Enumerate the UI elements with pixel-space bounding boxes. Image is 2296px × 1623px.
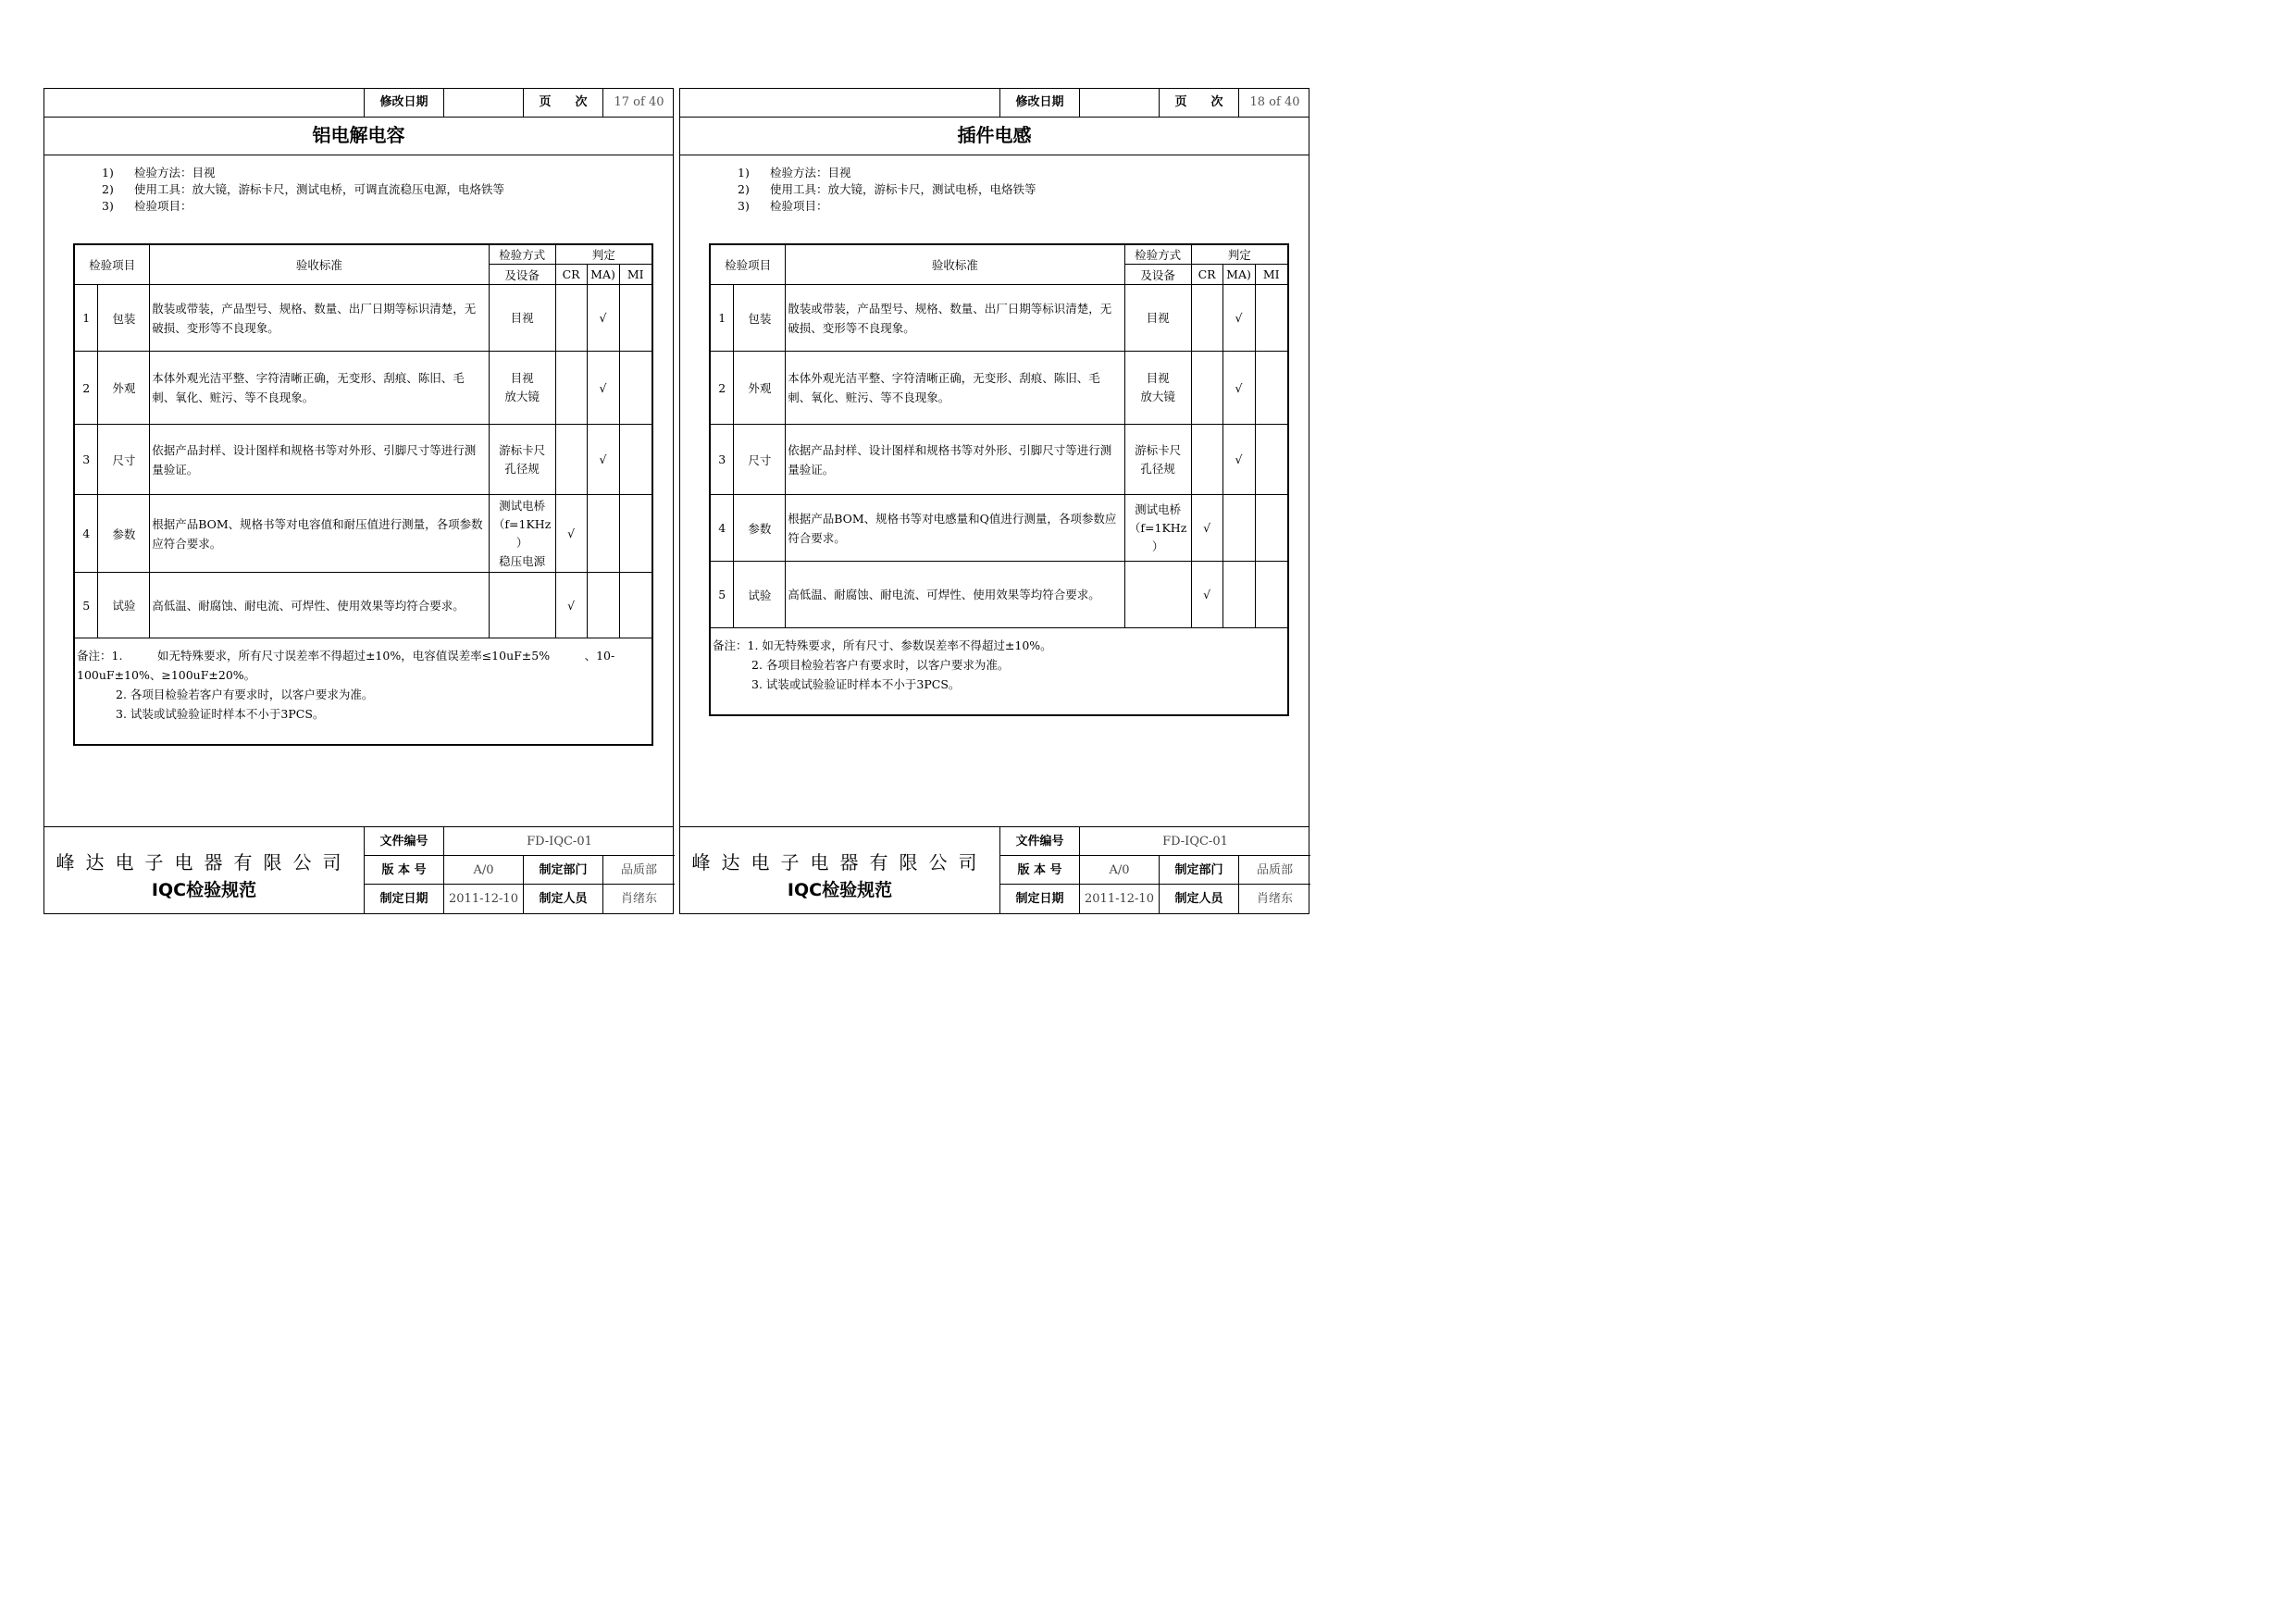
table-row [710, 562, 1288, 628]
row-method: 游标卡尺 孔径规 [489, 425, 555, 495]
row-cr [555, 425, 587, 495]
row-item: 参数 [734, 495, 786, 562]
row-no: 4 [74, 495, 98, 573]
row-no: 5 [710, 562, 734, 628]
intro-item: 2) 使用工具：放大镜，游标卡尺，测试电桥，可调直流稳压电源，电烙铁等 [102, 182, 505, 196]
version-label: 版 本 号 [999, 856, 1079, 885]
col-item: 检验项目 [74, 244, 150, 285]
row-no: 2 [74, 352, 98, 425]
col-cr: CR [555, 265, 587, 285]
row-item: 外观 [734, 352, 786, 425]
col-method-sub: 及设备 [1124, 265, 1191, 285]
page-number: 18 of 40 [1238, 89, 1310, 117]
company-name: 峰达电子电器有限公司 [56, 851, 353, 873]
page-header [680, 89, 1309, 118]
company-name: 峰达电子电器有限公司 [691, 851, 988, 873]
row-no: 1 [710, 285, 734, 352]
row-cr: √ [555, 573, 587, 638]
row-item: 试验 [98, 573, 150, 638]
author-value: 肖绪东 [1238, 885, 1310, 913]
col-method: 检验方式 [1124, 244, 1191, 265]
row-cr: √ [1191, 562, 1222, 628]
row-ma: √ [587, 352, 619, 425]
table-row [710, 425, 1288, 495]
row-cr: √ [1191, 495, 1222, 562]
row-item: 尺寸 [98, 425, 150, 495]
row-cr: √ [555, 495, 587, 573]
row-method: 游标卡尺 孔径规 [1124, 425, 1191, 495]
row-standard: 依据产品封样、设计图样和规格书等对外形、引脚尺寸等进行测量验证。 [786, 425, 1124, 495]
table-row [74, 285, 652, 352]
row-mi [619, 573, 652, 638]
row-cr [1191, 285, 1222, 352]
row-method: 测试电桥 （f=1KHz ） [1124, 495, 1191, 562]
company-block [44, 827, 364, 915]
col-mi: MI [619, 265, 652, 285]
date-label: 制定日期 [364, 885, 443, 913]
row-no: 4 [710, 495, 734, 562]
row-no: 2 [710, 352, 734, 425]
intro-item: 1) 检验方法：目视 [738, 166, 851, 180]
page-number: 17 of 40 [602, 89, 675, 117]
row-standard: 高低温、耐腐蚀、耐电流、可焊性、使用效果等均符合要求。 [150, 573, 489, 638]
row-mi [1255, 285, 1288, 352]
company-block [680, 827, 999, 915]
dept-label: 制定部门 [1159, 856, 1238, 885]
spec-name: IQC检验规范 [151, 880, 257, 900]
spec-name: IQC检验规范 [787, 880, 893, 900]
row-cr [1191, 425, 1222, 495]
row-method [489, 573, 555, 638]
row-standard: 根据产品BOM、规格书等对电容值和耐压值进行测量，各项参数应符合要求。 [150, 495, 489, 573]
doc-no-label: 文件编号 [999, 827, 1079, 856]
col-standard: 验收标准 [150, 244, 489, 285]
row-ma [587, 495, 619, 573]
row-standard: 散装或带装，产品型号、规格、数量、出厂日期等标识清楚，无破损、变形等不良现象。 [786, 285, 1124, 352]
page-footer [44, 826, 673, 915]
intro-list [102, 165, 504, 215]
row-no: 5 [74, 573, 98, 638]
notes-row [74, 638, 652, 745]
spec-page-right [679, 88, 1309, 914]
row-cr [555, 285, 587, 352]
row-method: 目视 放大镜 [1124, 352, 1191, 425]
row-method: 目视 [1124, 285, 1191, 352]
intro-list [738, 165, 1036, 215]
row-method [1124, 562, 1191, 628]
row-standard: 本体外观光洁平整、字符清晰正确，无变形、刮痕、陈旧、毛刺、氧化、赃污、等不良现象。 [150, 352, 489, 425]
row-ma: √ [587, 425, 619, 495]
table-header-row [74, 244, 652, 265]
col-ma: MA) [1222, 265, 1255, 285]
page-footer [680, 826, 1309, 915]
row-mi [1255, 425, 1288, 495]
table-header-row [710, 244, 1288, 265]
rev-date-label: 修改日期 [364, 89, 443, 117]
page-title: 铝电解电容 [44, 117, 673, 155]
table-row [74, 352, 652, 425]
row-item: 包装 [98, 285, 150, 352]
table-row [74, 495, 652, 573]
col-judge: 判定 [1191, 244, 1288, 265]
row-item: 外观 [98, 352, 150, 425]
col-method: 检验方式 [489, 244, 555, 265]
notes-row [710, 628, 1288, 715]
dept-value: 品质部 [602, 856, 675, 885]
version-value: A/0 [443, 856, 523, 885]
page-label: 页 次 [1159, 89, 1238, 117]
row-no: 1 [74, 285, 98, 352]
dept-label: 制定部门 [523, 856, 602, 885]
intro-item: 2) 使用工具：放大镜，游标卡尺，测试电桥，电烙铁等 [738, 182, 1036, 196]
row-ma: √ [587, 285, 619, 352]
version-value: A/0 [1079, 856, 1159, 885]
row-no: 3 [710, 425, 734, 495]
page-label: 页 次 [523, 89, 602, 117]
row-mi [619, 285, 652, 352]
rev-date-label: 修改日期 [999, 89, 1079, 117]
dept-value: 品质部 [1238, 856, 1310, 885]
row-mi [1255, 352, 1288, 425]
row-standard: 本体外观光洁平整、字符清晰正确，无变形、刮痕、陈旧、毛刺、氧化、赃污、等不良现象。 [786, 352, 1124, 425]
table-row [710, 352, 1288, 425]
col-mi: MI [1255, 265, 1288, 285]
table-row [710, 495, 1288, 562]
col-cr: CR [1191, 265, 1222, 285]
date-value: 2011-12-10 [443, 885, 523, 913]
table-row [74, 425, 652, 495]
col-method-sub: 及设备 [489, 265, 555, 285]
rev-date-value [1079, 89, 1159, 117]
row-standard: 依据产品封样、设计图样和规格书等对外形、引脚尺寸等进行测量验证。 [150, 425, 489, 495]
intro-item: 3) 检验项目： [102, 199, 192, 213]
page-header [44, 89, 673, 118]
row-ma [587, 573, 619, 638]
doc-no-value: FD-IQC-01 [443, 827, 675, 856]
row-method: 目视 放大镜 [489, 352, 555, 425]
intro-item: 1) 检验方法：目视 [102, 166, 216, 180]
row-cr [555, 352, 587, 425]
row-item: 试验 [734, 562, 786, 628]
row-cr [1191, 352, 1222, 425]
row-mi [619, 495, 652, 573]
row-mi [1255, 562, 1288, 628]
row-item: 参数 [98, 495, 150, 573]
inspection-table [709, 243, 1289, 716]
row-ma [1222, 495, 1255, 562]
row-mi [619, 352, 652, 425]
table-row [710, 285, 1288, 352]
row-ma: √ [1222, 352, 1255, 425]
doc-no-label: 文件编号 [364, 827, 443, 856]
spec-page-left [43, 88, 674, 914]
author-value: 肖绪东 [602, 885, 675, 913]
intro-item: 3) 检验项目： [738, 199, 828, 213]
row-standard: 散装或带装，产品型号、规格、数量、出厂日期等标识清楚，无破损、变形等不良现象。 [150, 285, 489, 352]
notes: 备注：1. 如无特殊要求，所有尺寸、参数误差率不得超过±10%。 2. 各项目检验若客户有要求时，以客户要求为准。 3. 试装或试验验证时样本不小于3PCS。 [710, 628, 1288, 715]
date-value: 2011-12-10 [1079, 885, 1159, 913]
inspection-table [73, 243, 653, 746]
row-ma: √ [1222, 285, 1255, 352]
table-row [74, 573, 652, 638]
col-standard: 验收标准 [786, 244, 1124, 285]
version-label: 版 本 号 [364, 856, 443, 885]
row-method: 测试电桥 （f=1KHz ） 稳压电源 [489, 495, 555, 573]
row-ma: √ [1222, 425, 1255, 495]
col-ma: MA) [587, 265, 619, 285]
notes: 备注：1. 如无特殊要求，所有尺寸误差率不得超过±10%，电容值误差率≤10uF±5% 、10-100uF±10%、≥100uF±20%。 2. 各项目检验若客户有要求时，以客户要求为准。 3. 试装或试验验证时样本不小于3PCS。 [74, 638, 652, 745]
author-label: 制定人员 [523, 885, 602, 913]
row-ma [1222, 562, 1255, 628]
doc-no-value: FD-IQC-01 [1079, 827, 1310, 856]
rev-date-value [443, 89, 523, 117]
col-item: 检验项目 [710, 244, 786, 285]
col-judge: 判定 [555, 244, 652, 265]
page-title: 插件电感 [680, 117, 1309, 155]
row-method: 目视 [489, 285, 555, 352]
row-standard: 高低温、耐腐蚀、耐电流、可焊性、使用效果等均符合要求。 [786, 562, 1124, 628]
row-mi [619, 425, 652, 495]
row-mi [1255, 495, 1288, 562]
date-label: 制定日期 [999, 885, 1079, 913]
row-item: 尺寸 [734, 425, 786, 495]
author-label: 制定人员 [1159, 885, 1238, 913]
row-item: 包装 [734, 285, 786, 352]
row-standard: 根据产品BOM、规格书等对电感量和Q值进行测量，各项参数应符合要求。 [786, 495, 1124, 562]
row-no: 3 [74, 425, 98, 495]
